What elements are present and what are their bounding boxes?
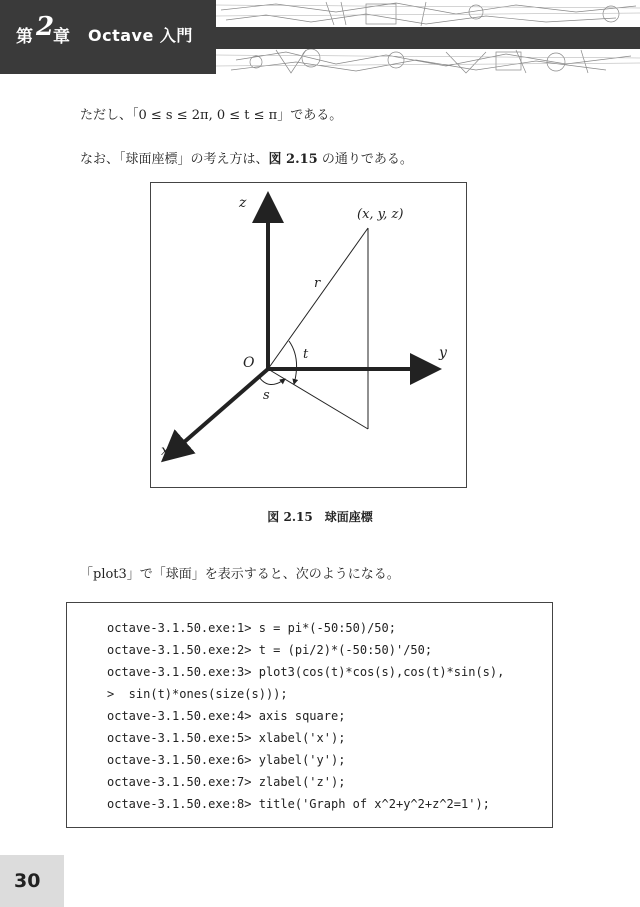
chapter-prefix: 第 xyxy=(16,27,33,47)
code-line-2: octave-3.1.50.exe:2> t = (pi/2)*(-50:50)'/50; xyxy=(107,643,433,657)
label-z: z xyxy=(239,195,247,211)
code-line-6: octave-3.1.50.exe:5> xlabel('x'); xyxy=(107,731,346,745)
x-axis xyxy=(167,369,268,457)
label-origin: O xyxy=(243,355,255,371)
figure-reference: 図 2.15 xyxy=(268,152,318,167)
chapter-title: Octave 入門 xyxy=(88,26,193,45)
paragraph-reference-post: の通りである。 xyxy=(317,152,413,167)
code-line-7: octave-3.1.50.exe:6> ylabel('y'); xyxy=(107,753,346,767)
projection-line xyxy=(268,369,368,429)
paragraph-reference xyxy=(80,151,413,169)
label-s: s xyxy=(263,388,270,403)
chapter-box xyxy=(0,0,216,74)
code-line-3: octave-3.1.50.exe:3> plot3(cos(t)*cos(s),cos(t)*sin(s), xyxy=(107,665,505,679)
page-number: 30 xyxy=(14,870,41,892)
code-line-4: > sin(t)*ones(size(s))); xyxy=(107,687,288,701)
code-line-8: octave-3.1.50.exe:7> zlabel('z'); xyxy=(107,775,346,789)
header-bar xyxy=(216,27,640,49)
label-point: (x, y, z) xyxy=(357,207,404,222)
page-header xyxy=(0,0,640,74)
page-number-box xyxy=(0,855,64,907)
code-listing xyxy=(66,602,553,828)
spherical-coordinates-figure xyxy=(150,182,467,488)
code-line-5: octave-3.1.50.exe:4> axis square; xyxy=(107,709,346,723)
chapter-suffix: 章 xyxy=(53,27,70,47)
label-x: x xyxy=(161,443,169,459)
paragraph-reference-pre: なお、「球面座標」の考え方は、 xyxy=(80,152,269,167)
code-line-9: octave-3.1.50.exe:8> title('Graph of x^2+y^2+z^2=1'); xyxy=(107,797,490,811)
label-r: r xyxy=(314,276,321,291)
label-t: t xyxy=(303,347,309,362)
angle-s-arc xyxy=(259,377,285,385)
chapter-number: 2 xyxy=(36,12,55,42)
angle-t-arc xyxy=(289,341,297,384)
paragraph-plot3: 「plot3」で「球面」を表示すると、次のようになる。 xyxy=(80,567,400,582)
figure-caption: 図 2.15 球面座標 xyxy=(267,510,373,524)
label-y: y xyxy=(439,345,447,361)
code-line-1: octave-3.1.50.exe:1> s = pi*(-50:50)/50; xyxy=(107,621,396,635)
radius-line xyxy=(268,228,368,369)
paragraph-range: ただし、「0 ≤ s ≤ 2π, 0 ≤ t ≤ π」である。 xyxy=(80,108,343,123)
